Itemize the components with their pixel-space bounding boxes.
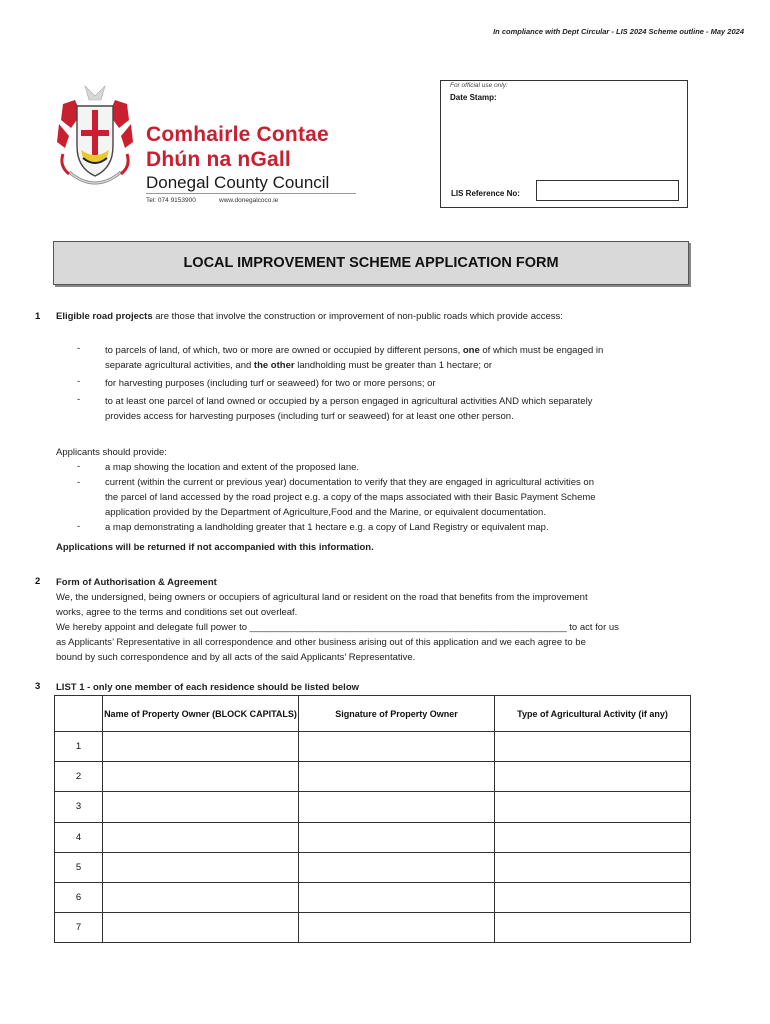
table-header-row bbox=[55, 696, 691, 732]
signature-cell[interactable] bbox=[299, 762, 495, 792]
row-number: 3 bbox=[55, 792, 103, 822]
representative-line2: as Applicants’ Representative in all correspondence and other business arising out of this application and we each agree to be bbox=[56, 637, 586, 648]
representative-line3: bound by such correspondence and by all acts of the said Applicants’ Representative. bbox=[56, 652, 416, 663]
provide-item-2-line3: application provided by the Department of Agriculture,Food and the Marine, or equivalent documentation. bbox=[105, 507, 546, 518]
property-owner-table bbox=[54, 695, 691, 943]
eligibility-item-1-bold-b: the other bbox=[253, 360, 295, 371]
section-3-heading: LIST 1 - only one member of each residence should be listed below bbox=[56, 682, 360, 693]
provide-item-2-line1: current (within the current or previous year) documentation to verify that they are engaged in agricultural activities on bbox=[105, 477, 594, 488]
table-row bbox=[55, 913, 691, 943]
column-header-signature: Signature of Property Owner bbox=[299, 696, 495, 732]
section-1-number: 1 bbox=[35, 311, 41, 322]
form-title-band bbox=[53, 241, 689, 285]
official-use-note: For official use only: bbox=[450, 82, 508, 89]
agricultural-activity-cell[interactable] bbox=[495, 792, 691, 822]
council-crest-logo bbox=[55, 84, 135, 204]
provide-item-3: a map demonstrating a landholding greater that 1 hectare e.g. a copy of Land Registry or equivalent map. bbox=[105, 522, 549, 533]
section-1-intro bbox=[56, 309, 563, 324]
agricultural-activity-cell[interactable] bbox=[495, 732, 691, 762]
returned-warning: Applications will be returned if not accompanied with this information. bbox=[56, 542, 374, 553]
form-title: LOCAL IMPROVEMENT SCHEME APPLICATION FORM bbox=[183, 255, 559, 271]
agreement-para1-line1: We, the undersigned, being owners or occupiers of agricultural land or resident on the road that benefits from the improvement bbox=[56, 592, 588, 603]
eligibility-item-1-text-a: to parcels of land, of which, two or more are owned or occupied by different persons, bbox=[105, 345, 463, 356]
column-header-agricultural-activity: Type of Agricultural Activity (if any) bbox=[495, 696, 691, 732]
owner-name-cell[interactable] bbox=[103, 913, 299, 943]
section-2-number: 2 bbox=[35, 576, 41, 587]
eligibility-item-1-line2 bbox=[105, 358, 492, 373]
eligibility-item-1-text-d: landholding must be greater than 1 hectare; or bbox=[294, 360, 493, 371]
bullet-dash: - bbox=[77, 394, 81, 405]
owner-name-cell[interactable] bbox=[103, 822, 299, 852]
column-header-number bbox=[55, 696, 103, 732]
agreement-para1-line2: works, agree to the terms and conditions set out overleaf. bbox=[56, 607, 298, 618]
agricultural-activity-cell[interactable] bbox=[495, 762, 691, 792]
council-name-irish-line2: Dhún na nGall bbox=[146, 148, 291, 171]
compliance-note: In compliance with Dept Circular - LIS 2024 Scheme outline - May 2024 bbox=[493, 27, 744, 36]
table-row bbox=[55, 882, 691, 912]
lis-reference-label: LIS Reference No: bbox=[451, 189, 520, 198]
agricultural-activity-cell[interactable] bbox=[495, 913, 691, 943]
bullet-dash: - bbox=[77, 343, 81, 354]
row-number: 5 bbox=[55, 852, 103, 882]
council-telephone: Tel: 074 9153900 bbox=[146, 197, 196, 204]
table-row bbox=[55, 792, 691, 822]
signature-cell[interactable] bbox=[299, 852, 495, 882]
signature-cell[interactable] bbox=[299, 732, 495, 762]
lis-reference-field[interactable] bbox=[536, 180, 679, 201]
section-1-intro-bold: Eligible road projects bbox=[56, 311, 153, 322]
eligibility-item-2: for harvesting purposes (including turf or seaweed) for two or more persons; or bbox=[105, 378, 436, 389]
owner-name-cell[interactable] bbox=[103, 852, 299, 882]
council-name-irish-line1: Comhairle Contae bbox=[146, 123, 329, 146]
table-row bbox=[55, 852, 691, 882]
representative-line1: We hereby appoint and delegate full power to ____________________________________________________________ to act for us bbox=[56, 622, 619, 633]
owner-name-cell[interactable] bbox=[103, 732, 299, 762]
eligibility-item-1-text-b: of which must be engaged in bbox=[479, 345, 604, 356]
provide-item-2-line2: the parcel of land accessed by the road project e.g. a copy of the maps associated with their Basic Payment Scheme bbox=[105, 492, 596, 503]
row-number: 6 bbox=[55, 882, 103, 912]
eligibility-item-3-line1: to at least one parcel of land owned or occupied by a person engaged in agricultural activities AND which separately bbox=[105, 396, 593, 407]
agricultural-activity-cell[interactable] bbox=[495, 852, 691, 882]
agricultural-activity-cell[interactable] bbox=[495, 822, 691, 852]
row-number: 4 bbox=[55, 822, 103, 852]
row-number: 7 bbox=[55, 913, 103, 943]
council-website: www.donegalcoco.ie bbox=[219, 197, 279, 204]
council-name-english: Donegal County Council bbox=[146, 173, 330, 192]
owner-name-cell[interactable] bbox=[103, 792, 299, 822]
eligibility-item-1-line1 bbox=[105, 343, 603, 358]
owner-name-cell[interactable] bbox=[103, 762, 299, 792]
bullet-dash: - bbox=[77, 461, 81, 472]
section-2-heading: Form of Authorisation & Agreement bbox=[56, 577, 217, 588]
section-3-number: 3 bbox=[35, 681, 41, 692]
eligibility-item-3-line2: provides access for harvesting purposes (including turf or seaweed) for at least one other person. bbox=[105, 411, 514, 422]
signature-cell[interactable] bbox=[299, 822, 495, 852]
signature-cell[interactable] bbox=[299, 882, 495, 912]
table-row bbox=[55, 732, 691, 762]
eligibility-item-1-text-c: separate agricultural activities, and bbox=[105, 360, 254, 371]
eligibility-item-1-bold-a: one bbox=[462, 345, 480, 356]
column-header-owner-name: Name of Property Owner (BLOCK CAPITALS) bbox=[103, 696, 299, 732]
row-number: 2 bbox=[55, 762, 103, 792]
date-stamp-label: Date Stamp: bbox=[450, 93, 497, 102]
row-number: 1 bbox=[55, 732, 103, 762]
bullet-dash: - bbox=[77, 521, 81, 532]
bullet-dash: - bbox=[77, 477, 81, 488]
signature-cell[interactable] bbox=[299, 913, 495, 943]
agricultural-activity-cell[interactable] bbox=[495, 882, 691, 912]
signature-cell[interactable] bbox=[299, 792, 495, 822]
applicants-heading: Applicants should provide: bbox=[56, 447, 167, 458]
owner-name-cell[interactable] bbox=[103, 882, 299, 912]
bullet-dash: - bbox=[77, 376, 81, 387]
provide-item-1: a map showing the location and extent of the proposed lane. bbox=[105, 462, 360, 473]
table-row bbox=[55, 822, 691, 852]
table-row bbox=[55, 762, 691, 792]
section-1-intro-rest: are those that involve the construction or improvement of non-public roads which provide access: bbox=[152, 311, 563, 322]
council-divider bbox=[146, 193, 356, 194]
